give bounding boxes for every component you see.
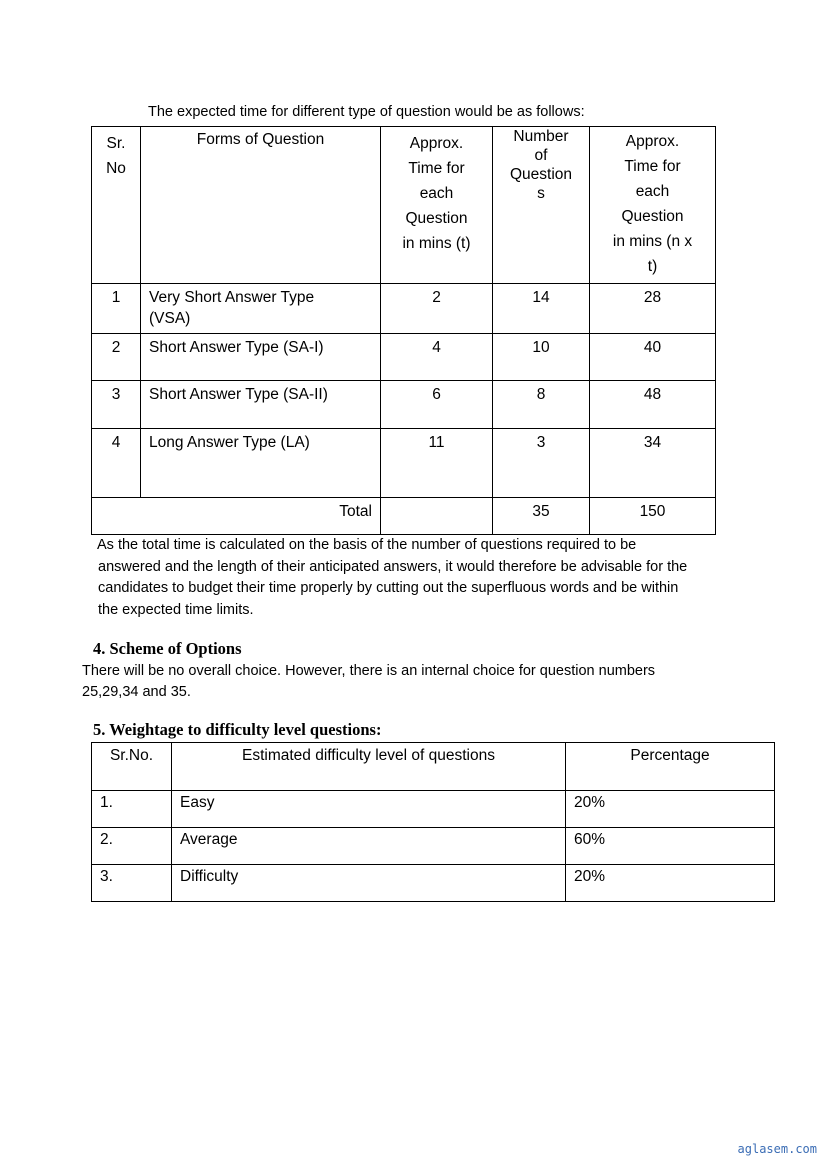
- row-number: 14: [493, 284, 590, 334]
- row-number: 10: [493, 334, 590, 381]
- section5-title: 5. Weightage to difficulty level questions:: [93, 720, 382, 739]
- table-row: [92, 429, 716, 498]
- question-time-table: [91, 126, 716, 535]
- row-sr: 4: [92, 429, 141, 498]
- table-row: [92, 381, 716, 429]
- row-time: 4: [381, 334, 493, 381]
- section4-body: There will be no overall choice. However, there is an internal choice for question numbers 25,29,34 and 35.: [82, 663, 656, 700]
- row-time: 11: [381, 429, 493, 498]
- row-total: 34: [590, 429, 716, 498]
- row-level: Difficulty: [172, 865, 566, 902]
- row-form: Short Answer Type (SA-I): [141, 334, 381, 381]
- row-sr: 1: [92, 284, 141, 334]
- total-label: Total: [92, 498, 381, 535]
- header-form: Forms of Question: [141, 127, 381, 284]
- row-srno: 1.: [92, 791, 172, 828]
- table-row: [92, 828, 775, 865]
- table-row: [92, 865, 775, 902]
- header-level: Estimated difficulty level of questions: [172, 743, 566, 791]
- row-form: Short Answer Type (SA-II): [141, 381, 381, 429]
- row-percentage: 60%: [566, 828, 775, 865]
- row-number: 8: [493, 381, 590, 429]
- header-sr: Sr. No: [92, 127, 141, 284]
- difficulty-table: [91, 742, 775, 902]
- row-percentage: 20%: [566, 791, 775, 828]
- table-row: [92, 284, 716, 334]
- row-number: 3: [493, 429, 590, 498]
- row-time: 2: [381, 284, 493, 334]
- row-level: Average: [172, 828, 566, 865]
- intro-text: The expected time for different type of question would be as follows:: [148, 104, 585, 120]
- difficulty-header-row: [92, 743, 775, 791]
- row-form: Long Answer Type (LA): [141, 429, 381, 498]
- header-number: Number of Question s: [493, 127, 590, 284]
- row-sr: 3: [92, 381, 141, 429]
- total-row: [92, 498, 716, 535]
- explanation-paragraph: As the total time is calculated on the basis of the number of questions required to be answered and the length of their anticipated answers, it would therefore be advisable for the candidates to budget their time properly by cutting out the superfluous words and be within the expected time limits.: [97, 537, 688, 618]
- table-row: [92, 334, 716, 381]
- total-time-empty: [381, 498, 493, 535]
- row-srno: 2.: [92, 828, 172, 865]
- row-percentage: 20%: [566, 865, 775, 902]
- header-time: Approx. Time for each Question in mins (t): [381, 127, 493, 284]
- row-total: 48: [590, 381, 716, 429]
- header-srno: Sr.No.: [92, 743, 172, 791]
- total-time: 150: [590, 498, 716, 535]
- row-time: 6: [381, 381, 493, 429]
- header-percentage: Percentage: [566, 743, 775, 791]
- footer-watermark: aglasem.com: [737, 1142, 817, 1156]
- header-total-time: Approx. Time for each Question in mins (n x t): [590, 127, 716, 284]
- table-row: [92, 791, 775, 828]
- section4-title: 4. Scheme of Options: [93, 639, 242, 658]
- row-sr: 2: [92, 334, 141, 381]
- table-header-row: [92, 127, 716, 284]
- row-form: Very Short Answer Type (VSA): [141, 284, 381, 334]
- row-level: Easy: [172, 791, 566, 828]
- row-total: 28: [590, 284, 716, 334]
- row-srno: 3.: [92, 865, 172, 902]
- row-total: 40: [590, 334, 716, 381]
- total-number: 35: [493, 498, 590, 535]
